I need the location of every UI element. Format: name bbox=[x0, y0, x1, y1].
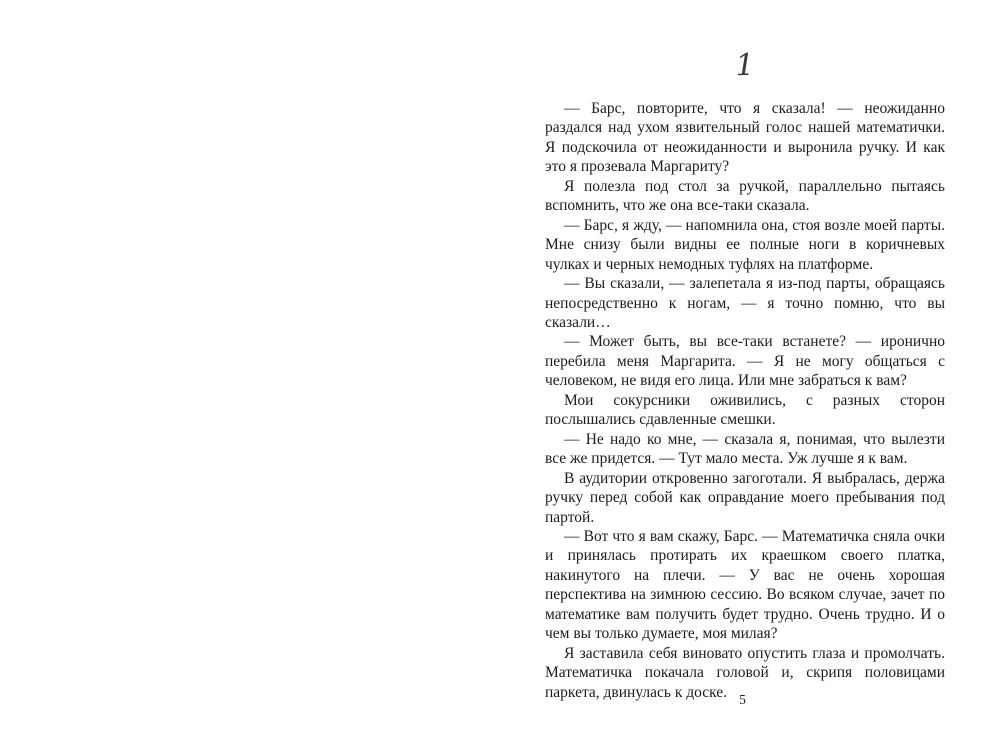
paragraph: Мои сокурсники оживились, с разных сторон послышались сдавленные смешки. bbox=[545, 391, 945, 429]
paragraph: В аудитории откровенно загоготали. Я выбралась, держа ручку перед собой как оправдание моего пребывания под партой. bbox=[545, 469, 945, 526]
paragraph: — Барс, повторите, что я сказала! — неожиданно раздался над ухом язвительный голос нашей математички. Я подскочила от неожиданности и выронила ручку. И как это я прозевала Маргариту? bbox=[545, 100, 945, 176]
paragraph: Я полезла под стол за ручкой, параллельно пытаясь вспомнить, что же она все-таки сказала. bbox=[545, 177, 945, 215]
paragraph: — Барс, я жду, — напомнила она, стоя возле моей парты. Мне снизу были видны ее полные ноги в коричневых чулках и черных немодных туфлях на платформе. bbox=[545, 216, 945, 273]
paragraph: — Вы сказали, — залепетала я из-под парты, обращаясь непосредственно к ногам, — я точно помню, что вы сказали… bbox=[545, 275, 945, 331]
paragraph: — Может быть, вы все-таки встанете? — иронично перебила меня Маргарита. — Я не могу общаться с человеком, не видя его лица. Или мне забраться к вам? bbox=[545, 333, 945, 390]
page-number: 5 bbox=[739, 692, 746, 707]
paragraph: — Не надо ко мне, — сказала я, понимая, что вылезти все же придется. — Тут мало места. Уж лучше я к вам. bbox=[545, 430, 945, 468]
paragraph: — Вот что я вам скажу, Барс. — Математичка сняла очки и принялась протирать их краешком своего платка, накинутого на плечи. — У вас не очень хорошая перспектива на зимнюю сессию. Во всяком случае, зачет по математике вам получить будет трудно. Очень трудно. И о чем вы только думаете, моя милая? bbox=[545, 527, 945, 643]
book-page bbox=[545, 0, 945, 750]
chapter-number: 1 bbox=[734, 47, 756, 84]
body-text bbox=[545, 99, 945, 702]
paragraph: Я заставила себя виновато опустить глаза и промолчать. Математичка покачала головой и, скрипя половицами паркета, двинулась к доске. bbox=[545, 644, 945, 701]
